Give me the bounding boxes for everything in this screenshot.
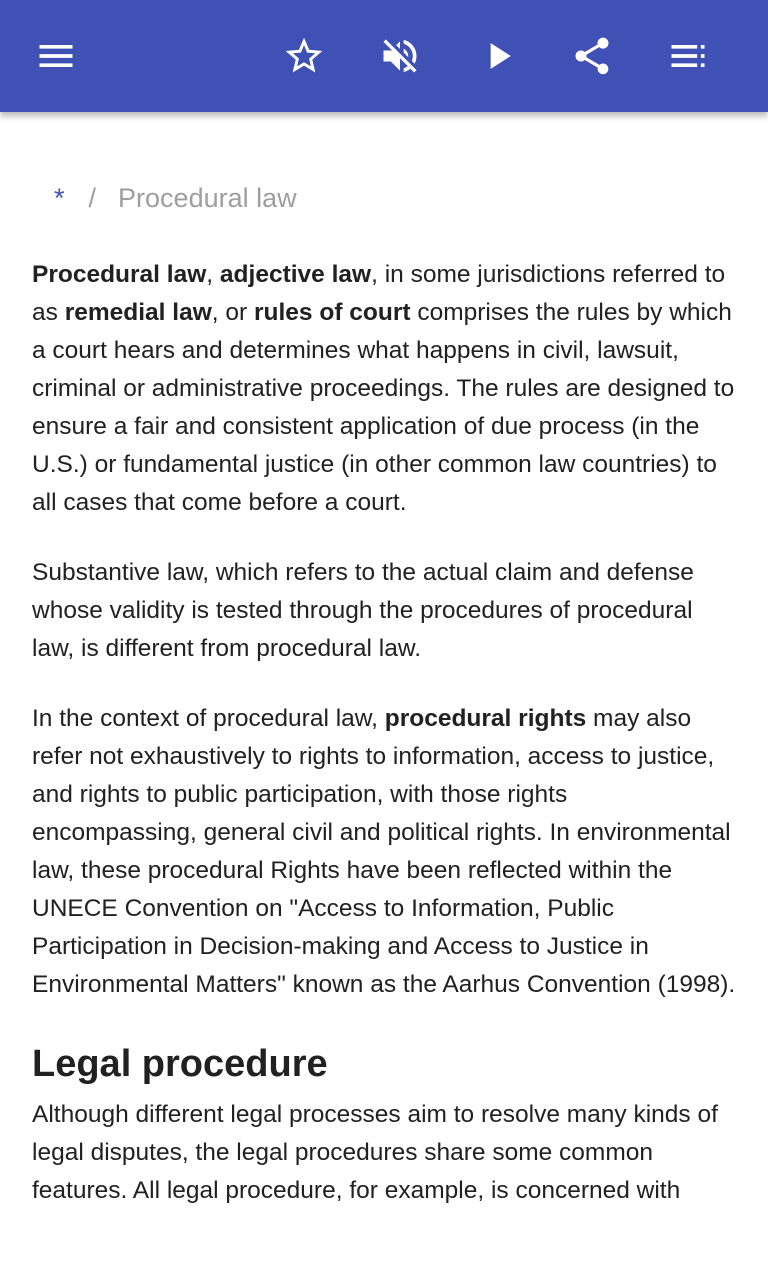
contents-button[interactable]	[660, 28, 716, 84]
play-icon	[476, 34, 520, 78]
paragraph-text: may also refer not exhaustively to rights to information, access to justice, and rights to public participation, with those rights encompassing, general civil and political rights. In environmental law, these procedural Rights have been reflected within the UNECE Convention on "Access to Information, Public Participation in Decision-making and Access to Justice in Environmental Matters" known as the Aarhus Convention (1998).	[32, 705, 736, 998]
menu-icon	[34, 34, 78, 78]
breadcrumb-home-link[interactable]: *	[54, 183, 65, 213]
bold-term: adjective law	[219, 261, 372, 288]
breadcrumb-separator: /	[88, 183, 97, 213]
mute-button[interactable]	[372, 28, 428, 84]
breadcrumb	[54, 180, 297, 216]
article-paragraph	[32, 700, 738, 1004]
star-outline-icon	[282, 34, 326, 78]
article-paragraph	[32, 256, 738, 522]
bold-term: remedial law	[64, 299, 212, 326]
list-icon	[666, 34, 710, 78]
paragraph-text: ,	[206, 261, 220, 288]
bold-term: rules of court	[253, 299, 411, 326]
article-body	[32, 256, 738, 1242]
share-icon	[570, 34, 614, 78]
bold-term: procedural rights	[384, 705, 587, 732]
play-button[interactable]	[470, 28, 526, 84]
favorite-button[interactable]	[276, 28, 332, 84]
paragraph-text: , in some jurisdictions referred to as	[32, 261, 726, 326]
paragraph-text: , or	[211, 299, 254, 326]
menu-button[interactable]	[28, 28, 84, 84]
article-paragraph: Although different legal processes aim to resolve many kinds of legal disputes, the legal procedures share some common features. All legal procedure, for example, is concerned with	[32, 1101, 718, 1204]
section-heading: Legal procedure	[32, 1043, 328, 1085]
volume-off-icon	[378, 34, 422, 78]
breadcrumb-current: Procedural law	[118, 183, 297, 213]
share-button[interactable]	[564, 28, 620, 84]
paragraph-text: comprises the rules by which a court hears and determines what happens in civil, lawsuit, criminal or administrative proceedings. The rules are designed to ensure a fair and consistent application of due process (in the U.S.) or fundamental justice (in other common law countries) to all cases that come before a court.	[32, 299, 735, 516]
article-paragraph: Substantive law, which refers to the actual claim and defense whose validity is tested through the procedures of procedural law, is different from procedural law.	[32, 559, 694, 662]
app-toolbar	[0, 0, 768, 112]
paragraph-text: In the context of procedural law,	[32, 705, 385, 732]
bold-term: Procedural law	[32, 261, 207, 288]
